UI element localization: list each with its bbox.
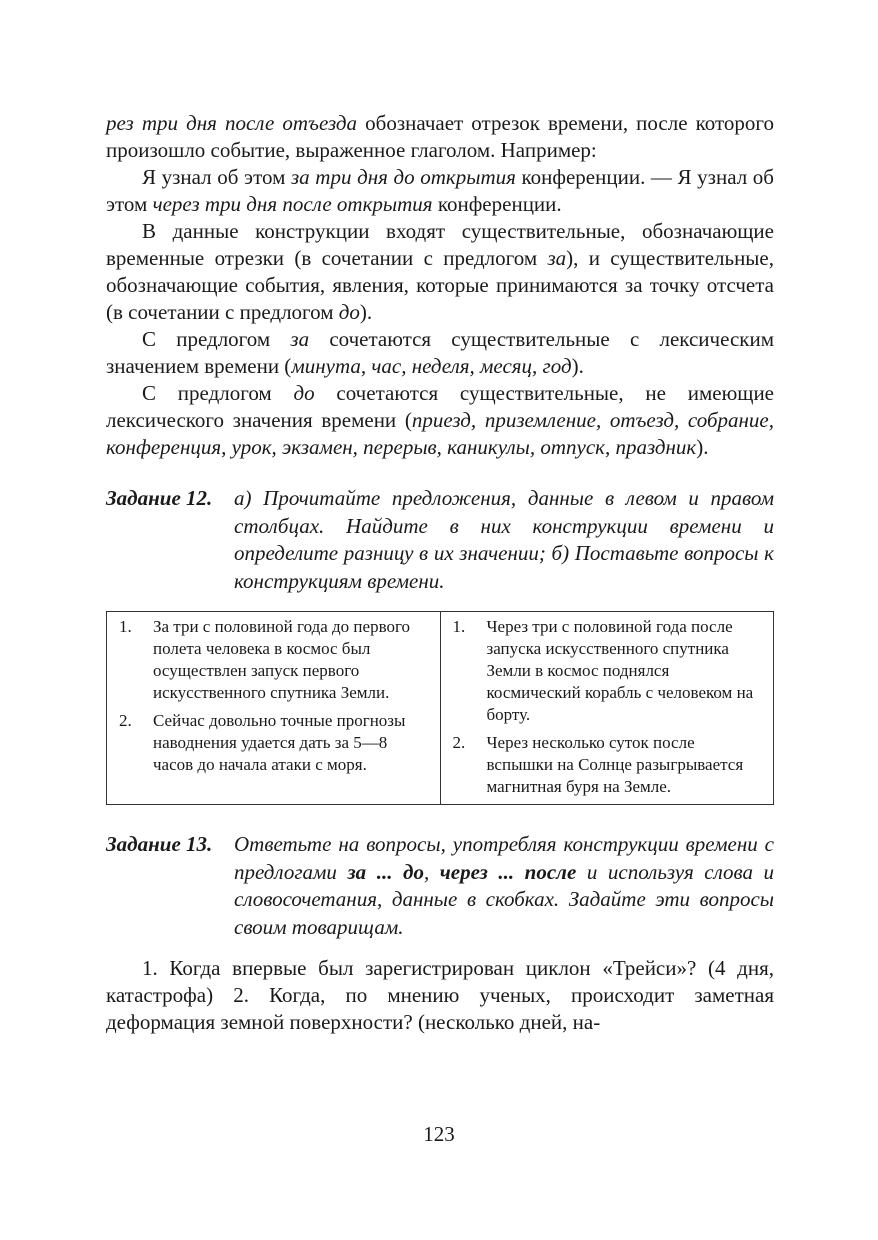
example-list: минута, час, неделя, месяц, год (291, 354, 572, 378)
item-text: Через несколько суток после вспышки на Солнце разыгрывается магнитная буря на Земле. (486, 733, 744, 796)
text: С предлогом (142, 381, 294, 405)
item-number: 1. (452, 617, 466, 636)
task-label: Задание 12. (106, 486, 213, 510)
task-label: Задание 13. (106, 832, 213, 856)
list-item (119, 710, 428, 776)
text: и используя слова и словосочетания, данные в скобках. Задайте эти вопросы своим товарищам. (234, 859, 774, 939)
text: обозначает отрезок времени, после которого произошло событие, выраженное глаголом. Например: (106, 111, 774, 162)
task-instructions (234, 831, 774, 941)
comparison-table (106, 611, 774, 805)
preposition: до (338, 300, 360, 324)
text: Я узнал об этом (142, 165, 291, 189)
paragraph-1 (106, 110, 774, 164)
paragraph-4 (106, 326, 774, 380)
task-12 (106, 485, 774, 595)
example-phrase: рез три дня после отъезда (106, 111, 358, 135)
preposition: за (547, 246, 567, 270)
list-item (119, 616, 428, 704)
item-text: За три с половиной года до первого полета человека в космос был осуществлен запуск первого искусственного спутника Земли. (153, 617, 411, 702)
preposition: до (293, 381, 315, 405)
list-item (453, 616, 762, 726)
list-item (453, 732, 762, 798)
text: ). (359, 300, 373, 324)
table-row (107, 612, 774, 805)
example-phrase: за три дня до открытия (290, 165, 516, 189)
text: , (423, 859, 440, 884)
task-13 (106, 831, 774, 941)
bold-construction: за ... до (347, 859, 424, 884)
text: С предлогом (142, 327, 291, 351)
text: ), и существительные, обозначающие события, явления, которые принимаются за точку отсчета (в сочетании с предлогом (106, 246, 774, 324)
paragraph-3 (106, 218, 774, 326)
example-list: приезд, приземление, отъезд, собрание, конференция, урок, экзамен, перерыв, каникулы, отпуск, праздник (106, 408, 774, 459)
paragraph-6: 1. Когда впервые был зарегистрирован циклон «Трейси»? (4 дня, катастрофа) 2. Когда, по мнению ученых, происходит заметная деформация земной поверхности? (несколько дней, на- (106, 956, 774, 1034)
preposition: за (290, 327, 310, 351)
text: В данные конструкции входят существительные, обозначающие временные отрезки (в сочетании с предлогом (106, 219, 774, 270)
paragraph-2 (106, 164, 774, 218)
bold-construction: через ... после (439, 859, 577, 884)
item-text: Через три с половиной года после запуска искусственного спутника Земли в космос поднялся космический корабль с человеком на борту. (486, 617, 754, 724)
text: конференции. (432, 192, 562, 216)
item-number: 2. (452, 733, 466, 752)
paragraph-5 (106, 380, 774, 461)
task-instructions: а) Прочитайте предложения, данные в левом и правом столбцах. Найдите в них конструкции времени и определите разницу в их значении; б) Поставьте вопросы к конструкциям времени. (234, 486, 774, 593)
text: ). (571, 354, 584, 378)
left-column (107, 612, 441, 805)
example-phrase: через три дня после открытия (152, 192, 433, 216)
page-number: 123 (423, 1122, 455, 1146)
text: сочетаются существительные, не имеющие лексического значения времени ( (106, 381, 774, 432)
text: ). (696, 435, 709, 459)
text: Ответьте на вопросы, употребляя конструкции времени с предлогами (234, 832, 774, 884)
item-number: 2. (119, 711, 132, 730)
item-number: 1. (119, 617, 132, 636)
item-text: Сейчас довольно точные прогнозы наводнения удается дать за 5—8 часов до начала атаки с моря. (153, 711, 406, 774)
text: конференции. — Я узнал об этом (106, 165, 774, 216)
text: сочетаются существительные с лексическим значением времени ( (106, 327, 774, 378)
page-content (106, 110, 774, 1036)
right-column (440, 612, 774, 805)
